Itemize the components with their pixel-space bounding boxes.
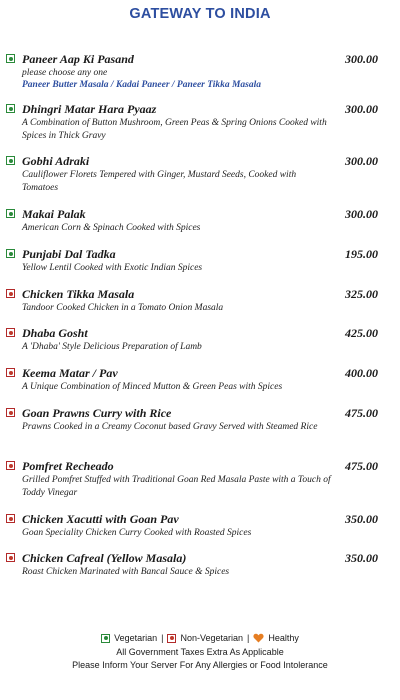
item-price: 195.00 [345,247,378,261]
item-desc: Yellow Lentil Cooked with Exotic Indian Spices [22,263,203,273]
item-desc: American Corn & Spinach Cooked with Spices [22,223,201,233]
nonveg-icon [167,634,176,643]
item-price: 350.00 [345,551,378,565]
nonveg-icon [6,461,15,470]
nonveg-icon [6,553,15,562]
item-price: 300.00 [345,102,378,116]
item-price: 425.00 [345,326,378,340]
item-price: 475.00 [345,459,378,473]
item-name: Pomfret Recheado [22,459,114,473]
legend-separator: | [161,633,164,643]
nonveg-icon [6,368,15,377]
legend-nonveg-label: Non-Vegetarian [180,633,244,643]
diet-legend [0,633,400,643]
tax-note: All Government Taxes Extra As Applicable [116,647,284,657]
veg-icon [6,249,15,258]
item-price: 300.00 [345,52,378,66]
item-desc: A Combination of Button Mushroom, Green Peas & Spring Onions Cooked with Spices in Thick Gravy [22,118,327,141]
item-desc: Tandoor Cooked Chicken in a Tomato Onion Masala [22,303,224,313]
legend-veg-mark [101,634,110,643]
item-name: Paneer Aap Ki Pasand [22,52,134,66]
nonveg-icon [6,328,15,337]
page-title: GATEWAY TO INDIA [129,6,271,22]
veg-icon [6,156,15,165]
item-price: 300.00 [345,207,378,221]
item-desc: Goan Speciality Chicken Curry Cooked with Roasted Spices [22,528,252,538]
item-name: Goan Prawns Curry with Rice [22,406,172,420]
item-name: Chicken Cafreal (Yellow Masala) [22,551,187,565]
item-name: Chicken Tikka Masala [22,287,135,301]
nonveg-icon [6,408,15,417]
item-name: Dhaba Gosht [22,326,88,340]
item-name: Dhingri Matar Hara Pyaaz [22,102,157,116]
item-name: Punjabi Dal Tadka [22,247,116,261]
legend-nonveg-mark [167,634,176,643]
item-desc: Cauliflower Florets Tempered with Ginger, Mustard Seeds, Cooked with Tomatoes [22,170,297,193]
item-price: 350.00 [345,512,378,526]
item-price: 325.00 [345,287,378,301]
item-price: 300.00 [345,154,378,168]
item-desc: Grilled Pomfret Stuffed with Traditional Goan Red Masala Paste with a Touch of Toddy Vinegar [22,475,331,498]
item-name: Makai Palak [22,207,86,221]
item-desc: A 'Dhaba' Style Delicious Preparation of Lamb [22,342,202,352]
allergy-note: Please Inform Your Server For Any Allergies or Food Intolerance [72,660,328,670]
item-price: 475.00 [345,406,378,420]
nonveg-icon [6,514,15,523]
item-options: Paneer Butter Masala / Kadai Paneer / Paneer Tikka Masala [22,80,261,90]
heart-icon [253,633,264,643]
legend-healthy-label: Healthy [268,633,299,643]
item-desc: please choose any one [22,68,108,78]
veg-icon [101,634,110,643]
legend-separator: | [247,633,250,643]
item-name: Gobhi Adraki [22,154,90,168]
item-price: 400.00 [345,366,378,380]
item-desc: Roast Chicken Marinated with Bancal Sauce & Spices [22,567,230,577]
veg-icon [6,54,15,63]
veg-icon [6,104,15,113]
item-desc: Prawns Cooked in a Creamy Coconut based Gravy Served with Steamed Rice [22,422,318,432]
item-name: Chicken Xacutti with Goan Pav [22,512,179,526]
item-name: Keema Matar / Pav [22,366,118,380]
item-desc: A Unique Combination of Minced Mutton & Green Peas with Spices [22,382,283,392]
legend-veg-label: Vegetarian [114,633,158,643]
veg-icon [6,209,15,218]
nonveg-icon [6,289,15,298]
